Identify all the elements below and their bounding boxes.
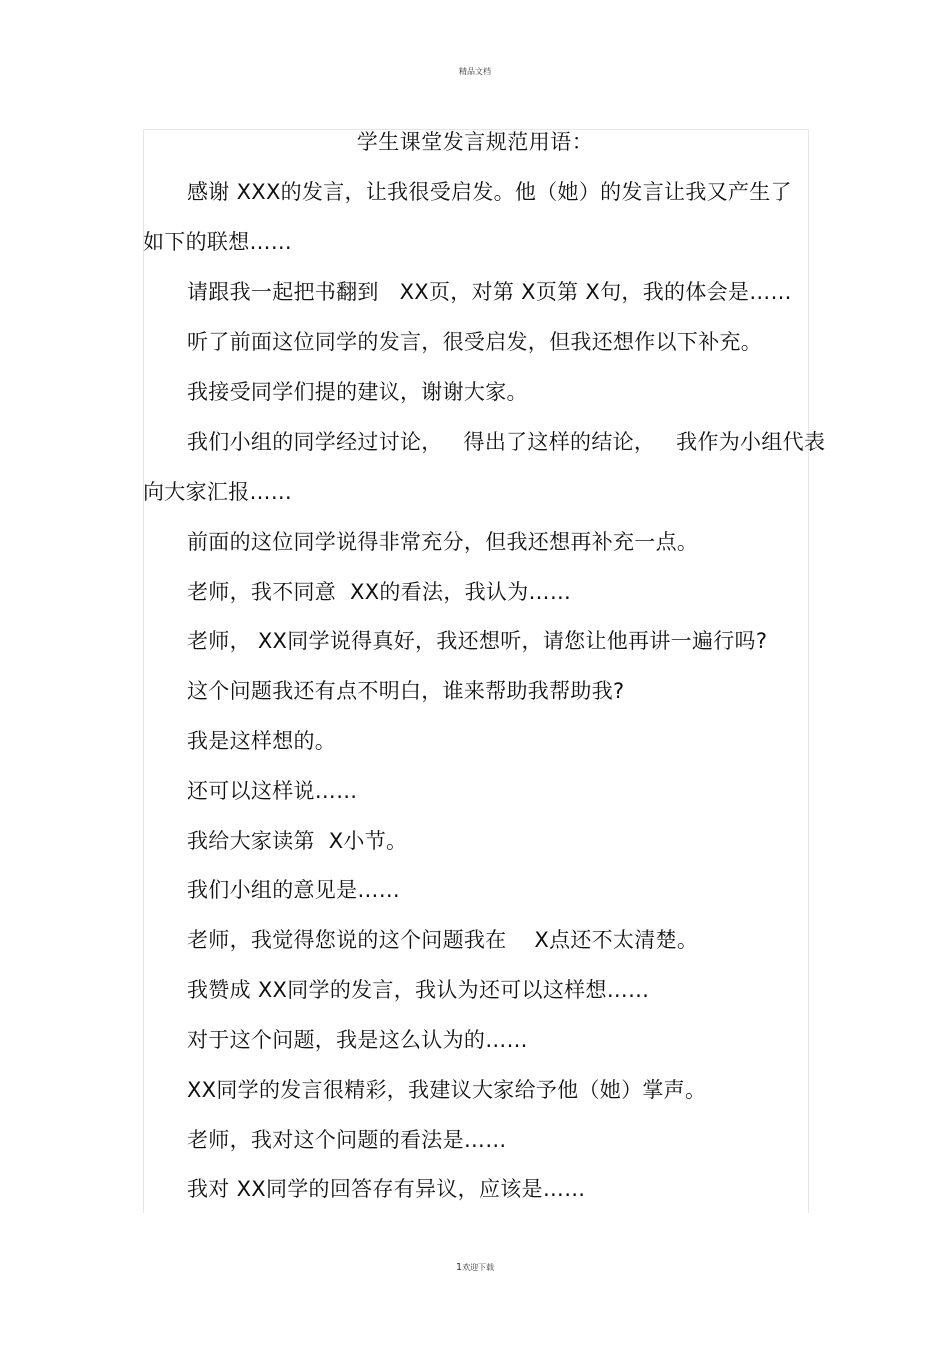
paragraph-line: 感谢 XXX的发言，让我很受启发。他（她）的发言让我又产生了 [187,180,792,204]
paragraph-line: 老师，我不同意 XX的看法，我认为…… [187,580,572,604]
footer-label: 欢迎下载 [462,1263,495,1272]
page-footer [0,1262,950,1273]
paragraph-line: 听了前面这位同学的发言，很受启发，但我还想作以下补充。 [187,330,763,354]
paragraph-line: 我接受同学们提的建议，谢谢大家。 [187,380,528,404]
paragraph-line: 这个问题我还有点不明白，谁来帮助我帮助我? [187,679,625,703]
paragraph-line: 老师， XX同学说得真好，我还想听，请您让他再讲一遍行吗? [187,629,768,653]
paragraph-line: 老师，我对这个问题的看法是…… [187,1128,507,1152]
paragraph-line: 老师，我觉得您说的这个问题我在 X点还不太清楚。 [187,928,699,952]
paragraph-line: 请跟我一起把书翻到 XX页，对第 X页第 X句，我的体会是…… [187,280,792,304]
paragraph-line: 对于这个问题，我是这么认为的…… [187,1028,528,1052]
paragraph-line: 我们小组的同学经过讨论， 得出了这样的结论， 我作为小组代表 [187,430,826,454]
page-number: 1 [455,1262,463,1273]
paragraph-line: 我给大家读第 X小节。 [187,829,408,853]
paragraph-line: 我们小组的意见是…… [187,878,400,902]
paragraph-line: 我赞成 XX同学的发言，我认为还可以这样想…… [187,978,650,1002]
paragraph-line: 我是这样想的。 [187,729,337,753]
paragraph-line: XX同学的发言很精彩，我建议大家给予他（她）掌声。 [187,1078,707,1102]
paragraph-line: 我对 XX同学的回答存有异议，应该是…… [187,1177,586,1201]
page-header: 精品文档 [459,67,491,76]
paragraph-line: 如下的联想…… [143,230,293,254]
paragraph-line: 前面的这位同学说得非常充分，但我还想再补充一点。 [187,530,699,554]
paragraph-line: 还可以这样说…… [187,779,358,803]
document-title: 学生课堂发言规范用语： [356,130,594,154]
paragraph-line: 向大家汇报…… [143,480,293,504]
